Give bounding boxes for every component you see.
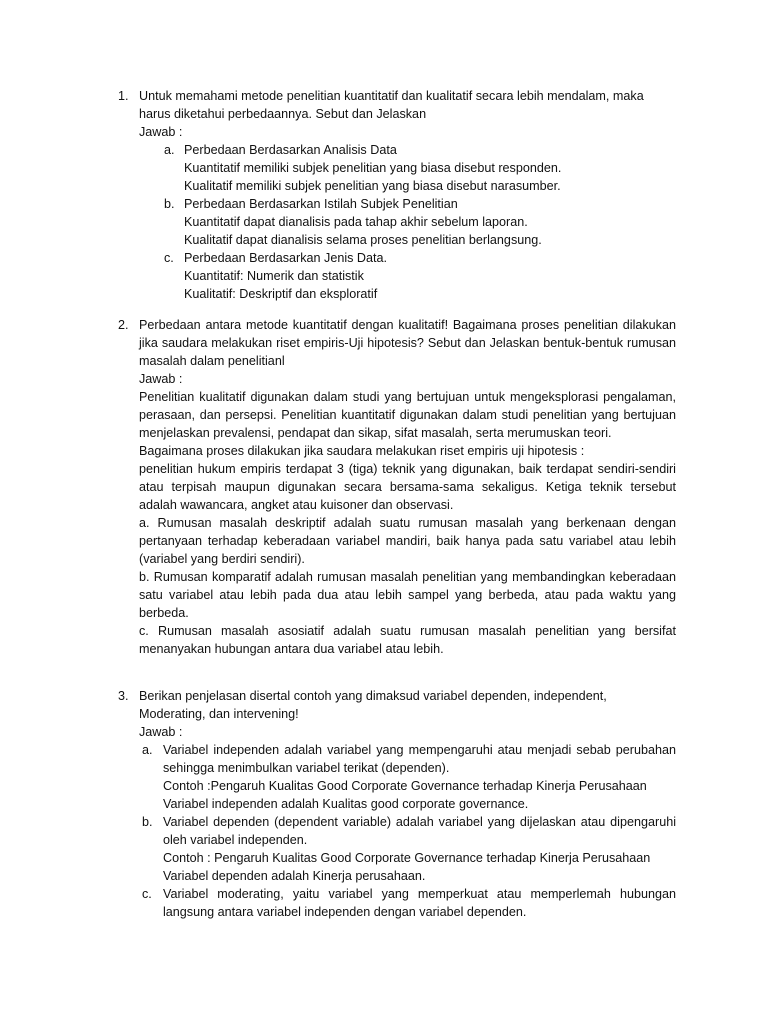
- item-line: Kuantitatif dapat dianalisis pada tahap akhir sebelum laporan.: [184, 215, 528, 229]
- list-item: [139, 885, 676, 921]
- item-line: Kualitatif memiliki subjek penelitian yang biasa disebut narasumber.: [184, 179, 561, 193]
- paragraph: penelitian hukum empiris terdapat 3 (tiga) teknik yang digunakan, baik terdapat sendiri-sendiri atau terpisah maupun digunakan secara bersama-sama sekaligus. Ketiga teknik tersebut adalah wawancara, angket atau kuisoner dan observasi.: [139, 462, 676, 512]
- item-title: Perbedaan Berdasarkan Jenis Data.: [184, 251, 388, 265]
- item-label: b.: [164, 197, 175, 211]
- question-text: Perbedaan antara metode kuantitatif dengan kualitatif! Bagaimana proses penelitian dilakukan jika saudara melakukan riset empiris-Uji hipotesis? Sebut dan Jelaskan bentuk-bentuk rumusan masalah dalam penelitianl: [139, 318, 676, 368]
- answer-label: Jawab :: [139, 372, 183, 386]
- item-example: Contoh : Pengaruh Kualitas Good Corporate Governance terhadap Kinerja Perusahaan: [163, 851, 651, 865]
- item-desc: Variabel moderating, yaitu variabel yang memperkuat atau memperlemah hubungan langsung antara variabel independen dengan variabel dependen.: [163, 887, 676, 919]
- item-label: c.: [164, 251, 174, 265]
- item-line: Kuantitatif: Numerik dan statistik: [184, 269, 364, 283]
- item-title: Perbedaan Berdasarkan Istilah Subjek Penelitian: [184, 197, 458, 211]
- question-2: [118, 316, 676, 658]
- paragraph: Bagaimana proses dilakukan jika saudara melakukan riset empiris uji hipotesis :: [139, 444, 585, 458]
- answer-label: Jawab :: [139, 125, 183, 139]
- list-item: [139, 249, 676, 303]
- item-example: Variabel dependen adalah Kinerja perusahaan.: [163, 869, 426, 883]
- question-number: 2.: [118, 318, 129, 332]
- question-1: [118, 87, 676, 303]
- list-item: [139, 141, 676, 195]
- list-item: [139, 195, 676, 249]
- item-line: Kualitatif dapat dianalisis selama proses penelitian berlangsung.: [184, 233, 542, 247]
- item-desc: Variabel dependen (dependent variable) adalah variabel yang dijelaskan atau dipengaruhi oleh variabel independen.: [163, 815, 676, 847]
- item-example: Variabel independen adalah Kualitas good corporate governance.: [163, 797, 529, 811]
- answer-label: Jawab :: [139, 725, 183, 739]
- item-line: Kuantitatif memiliki subjek penelitian yang biasa disebut responden.: [184, 161, 562, 175]
- question-text: Moderating, dan intervening!: [139, 707, 299, 721]
- item-label: c.: [142, 887, 152, 901]
- list-item: [139, 741, 676, 813]
- item-line: Kualitatif: Deskriptif dan eksploratif: [184, 287, 378, 301]
- paragraph: a. Rumusan masalah deskriptif adalah suatu rumusan masalah yang berkenaan dengan pertanyaan terhadap keberadaan variabel mandiri, baik hanya pada satu variabel atau lebih (variabel yang berdiri sendiri).: [139, 516, 676, 566]
- list-item: [139, 813, 676, 885]
- paragraph: Penelitian kualitatif digunakan dalam studi yang bertujuan untuk mengeksplorasi pengalaman, perasaan, dan persepsi. Penelitian kuantitatif digunakan dalam studi penelitian yang bertujuan menjelaskan prevalensi, pendapat dan sikap, sifat masalah, serta merumuskan teori.: [139, 390, 676, 440]
- item-desc: Variabel independen adalah variabel yang mempengaruhi atau menjadi sebab perubahan sehingga menimbulkan variabel terikat (dependen).: [163, 743, 676, 775]
- item-example: Contoh :Pengaruh Kualitas Good Corporate Governance terhadap Kinerja Perusahaan: [163, 779, 647, 793]
- paragraph: b. Rumusan komparatif adalah rumusan masalah penelitian yang membandingkan keberadaan satu variabel atau lebih pada dua atau lebih sampel yang berbeda, atau pada waktu yang berbeda.: [139, 570, 676, 620]
- question-text: Untuk memahami metode penelitian kuantitatif dan kualitatif secara lebih mendalam, maka harus diketahui perbedaannya. Sebut dan Jelaskan: [139, 89, 644, 121]
- question-number: 3.: [118, 689, 129, 703]
- paragraph: c. Rumusan masalah asosiatif adalah suatu rumusan masalah penelitian yang bersifat menanyakan hubungan antara dua variabel atau lebih.: [139, 624, 676, 656]
- item-label: b.: [142, 815, 153, 829]
- question-text: Berikan penjelasan disertal contoh yang dimaksud variabel dependen, independent,: [139, 689, 607, 703]
- question-number: 1.: [118, 89, 129, 103]
- item-label: a.: [164, 143, 175, 157]
- item-label: a.: [142, 743, 153, 757]
- item-title: Perbedaan Berdasarkan Analisis Data: [184, 143, 397, 157]
- question-3: [118, 687, 676, 921]
